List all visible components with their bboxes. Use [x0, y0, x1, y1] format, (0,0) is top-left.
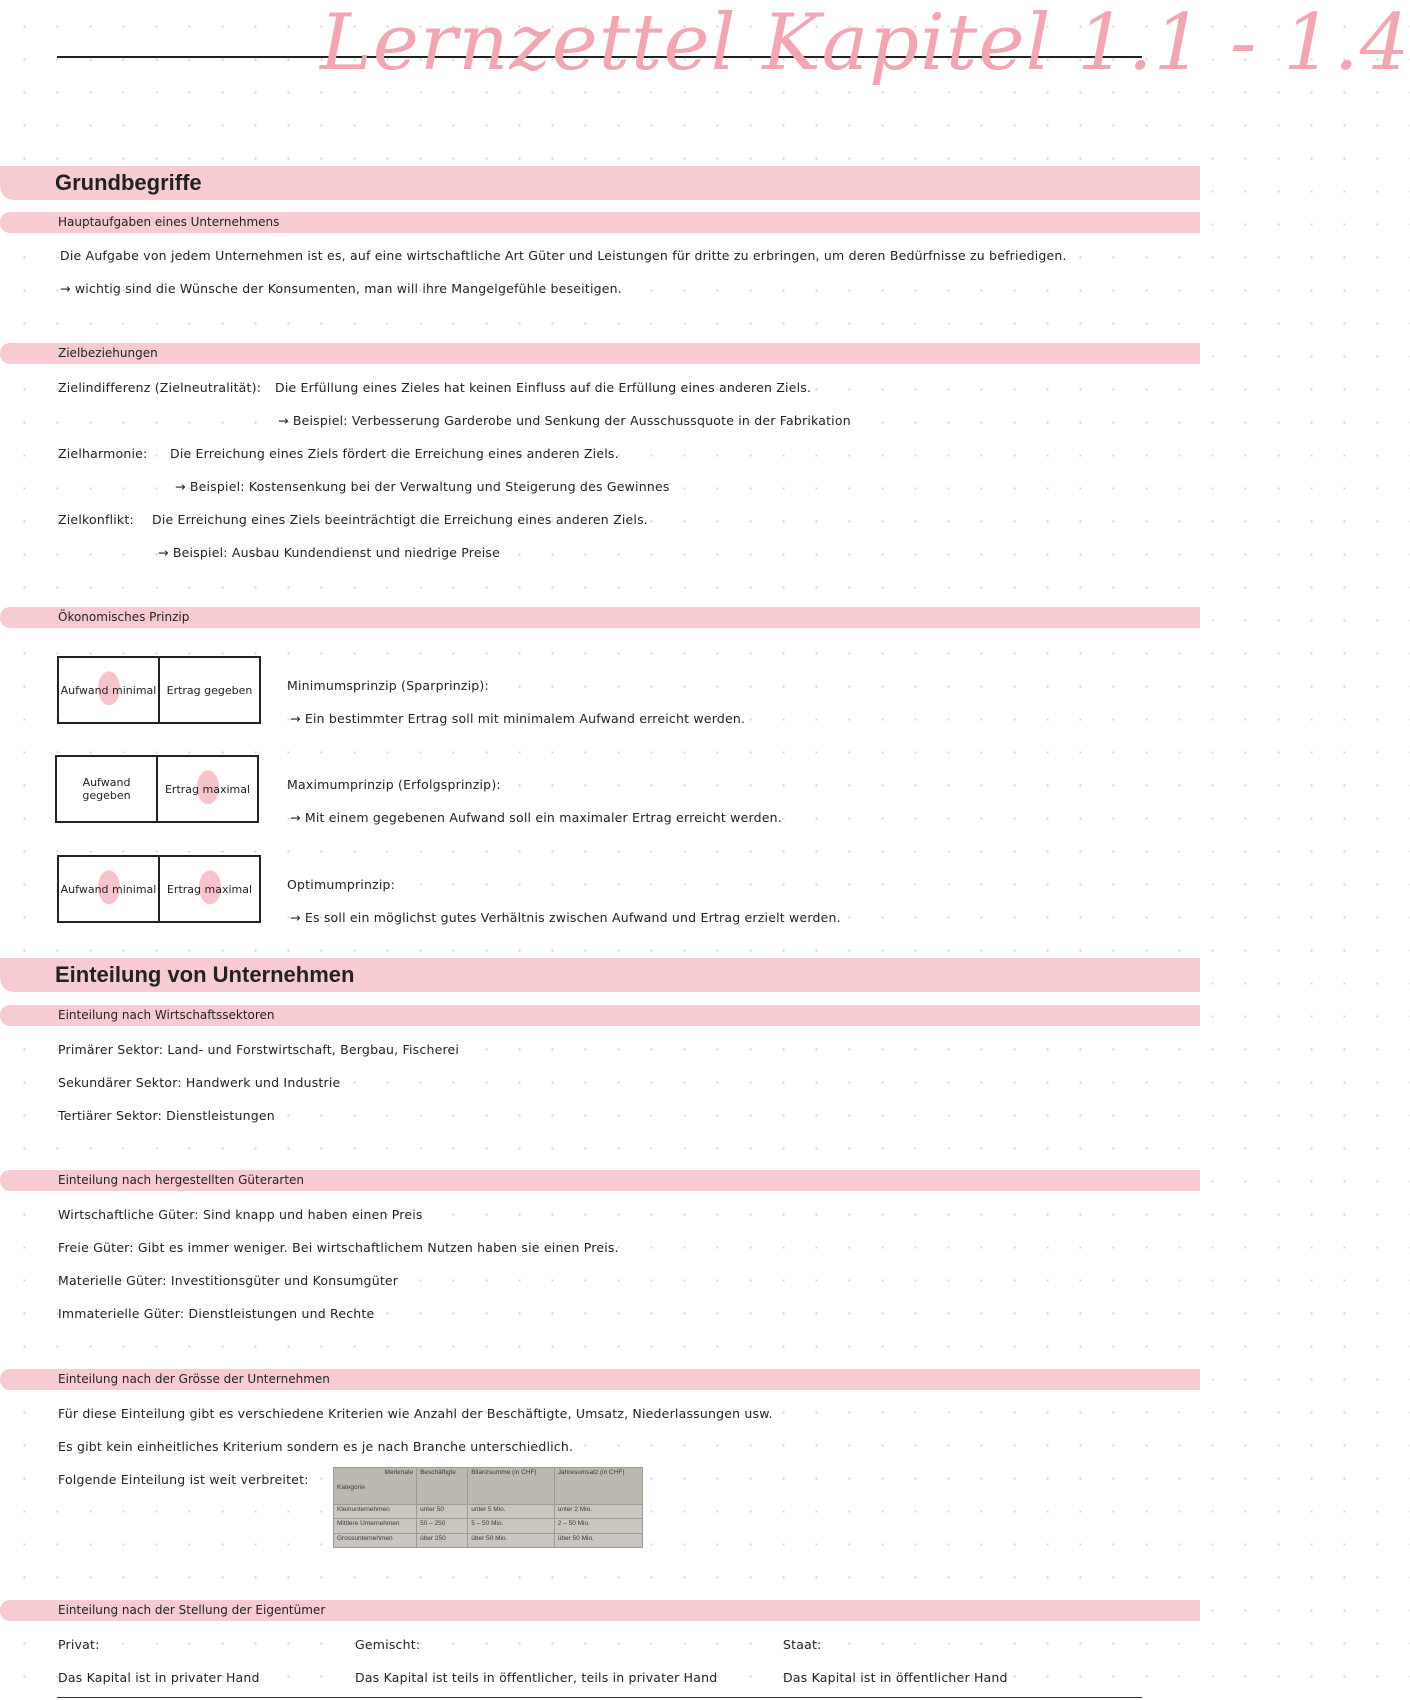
principle-name-optimum: Optimumprinzip: — [287, 877, 396, 892]
table-cell: 5 – 50 Mio. — [468, 1519, 555, 1533]
bottom-rule — [57, 1697, 1142, 1698]
table-header-cell: Jahresumsatz (in CHF) — [554, 1468, 642, 1505]
zielharmonie-example: → Beispiel: Kostensenkung bei der Verwaltung und Steigerung des Gewinnes — [175, 479, 670, 494]
principle-box-maximum — [55, 755, 259, 823]
zielharmonie-label: Zielharmonie: — [58, 446, 148, 461]
table-cell: 2 – 50 Mio. — [554, 1519, 642, 1533]
principle-box-left — [59, 857, 158, 921]
groesse-line-3: Folgende Einteilung ist weit verbreitet: — [58, 1472, 309, 1487]
zielindifferenz-text: Die Erfüllung eines Zieles hat keinen Einfluss auf die Erfüllung eines anderen Ziels. — [275, 380, 812, 395]
principle-box-minimum — [57, 656, 261, 724]
zielkonflikt-example: → Beispiel: Ausbau Kundendienst und niedrige Preise — [158, 545, 501, 560]
table-corner-cell — [334, 1468, 417, 1505]
principle-box-left — [59, 658, 158, 722]
zielkonflikt-label: Zielkonflikt: — [58, 512, 134, 527]
sektor-sekundaer: Sekundärer Sektor: Handwerk und Industrie — [58, 1075, 341, 1090]
principle-name-maximum: Maximumprinzip (Erfolgsprinzip): — [287, 777, 501, 792]
subheading-sektoren: Einteilung nach Wirtschaftssektoren — [58, 1008, 275, 1022]
table-cell: über 250 — [417, 1533, 468, 1547]
principle-desc-minimum: → Ein bestimmter Ertrag soll mit minimalem Aufwand erreicht werden. — [290, 711, 746, 726]
principle-left-label: Aufwand minimal — [60, 683, 157, 697]
table-row — [334, 1505, 643, 1519]
zielkonflikt-text: Die Erreichung eines Ziels beeinträchtigt die Erreichung eines anderen Ziels. — [152, 512, 648, 527]
table-row — [334, 1519, 643, 1533]
gueterart-item: Immaterielle Güter: Dienstleistungen und Rechte — [58, 1306, 375, 1321]
subheading-zielbeziehungen: Zielbeziehungen — [58, 346, 158, 360]
table-row — [334, 1533, 643, 1547]
table-cell: unter 2 Mio. — [554, 1505, 642, 1519]
eigentuemer-label-gemischt: Gemischt: — [355, 1637, 421, 1652]
gueterart-item: Wirtschaftliche Güter: Sind knapp und haben einen Preis — [58, 1207, 423, 1222]
hauptaufgaben-line-2: → wichtig sind die Wünsche der Konsumenten, man will ihre Mangelgefühle beseitigen. — [60, 281, 622, 296]
groesse-line-2: Es gibt kein einheitliches Kriterium sondern es je nach Branche unterschiedlich. — [58, 1439, 574, 1454]
subheading-bar-zielbeziehungen — [0, 343, 1200, 364]
principle-name-minimum: Minimumsprinzip (Sparprinzip): — [287, 678, 489, 693]
groesse-line-1: Für diese Einteilung gibt es verschiedene Kriterien wie Anzahl der Beschäftigte, Umsatz, Niederlassungen usw. — [58, 1406, 773, 1421]
table-corner-top: Merkmale — [384, 1469, 414, 1476]
principle-box-right — [156, 757, 257, 821]
zielharmonie-text: Die Erreichung eines Ziels fördert die Erreichung eines anderen Ziels. — [170, 446, 619, 461]
principle-left-label: Aufwand gegeben — [82, 776, 131, 802]
eigentuemer-label-staat: Staat: — [783, 1637, 822, 1652]
principle-right-label: Ertrag gegeben — [166, 683, 253, 697]
table-cell: über 50 Mio. — [554, 1533, 642, 1547]
gueterart-item: Freie Güter: Gibt es immer weniger. Bei wirtschaftlichem Nutzen haben sie einen Preis. — [58, 1240, 619, 1255]
table-cell: Kleinunternehmen — [334, 1505, 417, 1519]
subheading-gueterarten: Einteilung nach hergestellten Güterarten — [58, 1173, 305, 1187]
table-cell: über 50 Mio. — [468, 1533, 555, 1547]
subheading-oekonomisches-prinzip: Ökonomisches Prinzip — [58, 610, 190, 624]
table-corner-bottom: Kategorie — [337, 1484, 365, 1491]
size-table — [333, 1467, 643, 1548]
table-cell: Mittlere Unternehmen — [334, 1519, 417, 1533]
table-cell: unter 5 Mio. — [468, 1505, 555, 1519]
subheading-hauptaufgaben: Hauptaufgaben eines Unternehmens — [58, 215, 280, 229]
table-header-row — [334, 1468, 643, 1505]
eigentuemer-label-privat: Privat: — [58, 1637, 100, 1652]
subheading-eigentuemer: Einteilung nach der Stellung der Eigentümer — [58, 1603, 326, 1617]
zielindifferenz-label: Zielindifferenz (Zielneutralität): — [58, 380, 262, 395]
principle-box-right — [158, 658, 259, 722]
sektor-primaer: Primärer Sektor: Land- und Forstwirtschaft, Bergbau, Fischerei — [58, 1042, 460, 1057]
principle-box-left — [57, 757, 156, 821]
principle-box-right — [158, 857, 259, 921]
principle-box-optimum — [57, 855, 261, 923]
eigentuemer-text-privat: Das Kapital ist in privater Hand — [58, 1670, 260, 1685]
zielindifferenz-example: → Beispiel: Verbesserung Garderobe und Senkung der Ausschussquote in der Fabrikation — [278, 413, 851, 428]
gueterart-item: Materielle Güter: Investitionsgüter und Konsumgüter — [58, 1273, 399, 1288]
principle-desc-maximum: → Mit einem gegebenen Aufwand soll ein maximaler Ertrag erreicht werden. — [290, 810, 782, 825]
eigentuemer-text-staat: Das Kapital ist in öffentlicher Hand — [783, 1670, 1008, 1685]
principle-right-label: Ertrag maximal — [164, 782, 251, 796]
table-cell: unter 50 — [417, 1505, 468, 1519]
principle-left-label: Aufwand minimal — [60, 882, 157, 896]
table-header-cell: Beschäftigte — [417, 1468, 468, 1505]
eigentuemer-text-gemischt: Das Kapital ist teils in öffentlicher, teils in privater Hand — [355, 1670, 718, 1685]
principle-desc-optimum: → Es soll ein möglichst gutes Verhältnis zwischen Aufwand und Ertrag erzielt werden. — [290, 910, 841, 925]
sektor-tertiaer: Tertiärer Sektor: Dienstleistungen — [58, 1108, 275, 1123]
principle-right-label: Ertrag maximal — [166, 882, 253, 896]
section-title-einteilung: Einteilung von Unternehmen — [55, 962, 355, 987]
table-cell: 50 – 250 — [417, 1519, 468, 1533]
page-title: Lernzettel Kapitel 1.1 - 1.4 — [320, 0, 1410, 88]
section-title-grundbegriffe: Grundbegriffe — [55, 170, 202, 195]
subheading-groesse: Einteilung nach der Grösse der Unternehmen — [58, 1372, 330, 1386]
table-header-cell: Bilanzsumme (in CHF) — [468, 1468, 555, 1505]
hauptaufgaben-line-1: Die Aufgabe von jedem Unternehmen ist es, auf eine wirtschaftliche Art Güter und Leistungen für dritte zu erbringen, um deren Bedürfnisse zu befriedigen. — [60, 248, 1067, 263]
table-cell: Grossunternehmen — [334, 1533, 417, 1547]
